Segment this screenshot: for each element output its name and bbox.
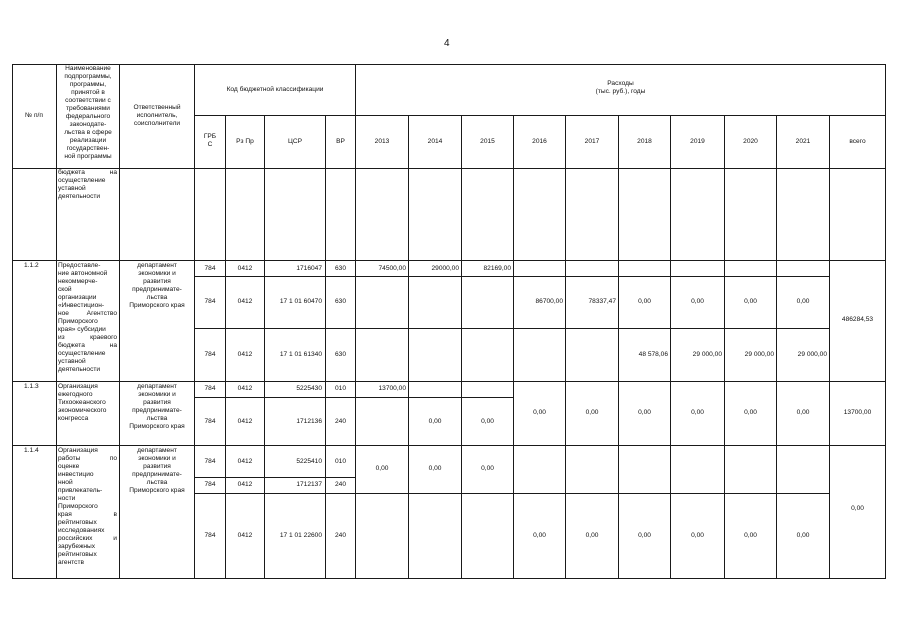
- cell-2020: 0,00: [744, 409, 757, 416]
- cell-csr: 1712136: [296, 418, 322, 425]
- header-num: № п/п: [25, 112, 43, 119]
- cell-2016: 0,00: [533, 532, 546, 539]
- cell-2015: 0,00: [481, 418, 494, 425]
- cell-grbs: 784: [204, 265, 216, 272]
- header-year-2021: 2021: [795, 138, 811, 145]
- cell-grbs: 784: [204, 532, 216, 539]
- cell-csr: 17 1 01 61340: [279, 351, 322, 358]
- header-year-2013: 2013: [374, 138, 390, 145]
- row-1-1-3-total: 13700,00: [843, 409, 872, 416]
- cell-2021: 0,00: [796, 298, 810, 305]
- cell-vr: 240: [334, 481, 346, 488]
- row-1-1-4-num: 1.1.4: [24, 447, 39, 454]
- cell-rzpr: 0412: [237, 265, 253, 272]
- cell-csr: 17 1 01 22600: [279, 532, 322, 539]
- cell-vr: 010: [334, 385, 346, 392]
- cell-vr: 630: [334, 298, 346, 305]
- cell-csr: 5225410: [296, 458, 322, 465]
- row-1-1-4-total: 0,00: [851, 505, 864, 512]
- cell-2020: 29 000,00: [744, 351, 774, 358]
- header-kbk: Код бюджетной классификации: [226, 86, 324, 93]
- row-1-1-2-name: Предоставле- ние автономной некоммерче- ской организации «Инвестицион- ное Агентство Приморского края» субсидии из краевого бюджета на осуществление уставной деятельности: [58, 262, 117, 373]
- cell-2017: 0,00: [585, 409, 599, 416]
- cell-2019: 0,00: [691, 409, 704, 416]
- header-year-2019: 2019: [690, 138, 705, 145]
- header-year-2017: 2017: [584, 138, 600, 145]
- header-year-2015: 2015: [480, 138, 495, 145]
- cell-2013: 74500,00: [378, 265, 406, 272]
- cell-2020: 0,00: [744, 298, 757, 305]
- cell-2017: 78337,47: [588, 298, 616, 305]
- cell-csr: 1716047: [296, 265, 322, 272]
- cell-2019: 29 000,00: [692, 351, 722, 358]
- cell-grbs: 784: [204, 385, 216, 392]
- cell-2021: 0,00: [796, 532, 810, 539]
- cell-rzpr: 0412: [237, 481, 253, 488]
- header-year-2016: 2016: [532, 138, 547, 145]
- cell-2021: 29 000,00: [797, 351, 827, 358]
- row-1-1-4-name: Организация работы по оценке инвестицио нной привлекатель- ности Приморского края в рейтинговых исследованиях российских и зарубежных рейтинговых агентств: [58, 447, 117, 566]
- cell-vr: 010: [334, 458, 346, 465]
- cell-2015: 82169,00: [483, 265, 511, 272]
- cell-2018: 48 578,06: [638, 351, 668, 358]
- row-1-1-2-num: 1.1.2: [24, 262, 39, 269]
- header-csr: ЦСР: [287, 138, 303, 145]
- row-1-1-3-responsible: департамент экономики и развития предпринимате- льства Приморского края: [129, 383, 185, 430]
- cell-rzpr: 0412: [237, 532, 253, 539]
- cell-2014: 0,00: [428, 418, 442, 425]
- cell-csr: 17 1 01 60470: [279, 298, 322, 305]
- cell-csr: 5225430: [296, 385, 322, 392]
- header-name: Наименование подпрограммы, программы, принятой в соответствии с требованиями федерального законодате- льства в сфере реализации государствен- ной программы: [64, 65, 112, 160]
- header-year-2014: 2014: [427, 138, 443, 145]
- cell-2017: 0,00: [585, 532, 599, 539]
- row-1-1-3-name: Организация ежегодного Тихоокеанского экономического конгресса: [58, 383, 107, 422]
- row-1-1-2-responsible: департамент экономики и развития предпринимате- льства Приморского края: [129, 262, 185, 309]
- cell-csr: 1712137: [296, 481, 322, 488]
- page-number: 4: [444, 38, 450, 49]
- cell-rzpr: 0412: [237, 298, 253, 305]
- header-year-2018: 2018: [637, 138, 652, 145]
- cell-2018: 0,00: [638, 298, 651, 305]
- cell-2018: 0,00: [638, 409, 651, 416]
- cont-row-name: бюджета на осуществление уставной деятельности: [58, 169, 117, 200]
- header-grbs: ГРБ С: [203, 133, 217, 148]
- row-1-1-4-responsible: департамент экономики и развития предпринимате- льства Приморского края: [129, 447, 185, 494]
- row-1-1-3-num: 1.1.3: [24, 383, 39, 390]
- cell-grbs: 784: [204, 351, 216, 358]
- cell-2016: 0,00: [533, 409, 546, 416]
- cell-2021: 0,00: [796, 409, 810, 416]
- cell-vr: 630: [334, 265, 346, 272]
- cell-vr: 240: [334, 418, 346, 425]
- cell-2013: 0,00: [375, 465, 389, 472]
- cell-rzpr: 0412: [237, 351, 253, 358]
- cell-grbs: 784: [204, 481, 216, 488]
- cell-grbs: 784: [204, 458, 216, 465]
- cell-2013: 13700,00: [378, 385, 406, 392]
- cell-2014: 0,00: [428, 465, 442, 472]
- cell-vr: 240: [334, 532, 346, 539]
- row-1-1-2-total: 486284,53: [841, 316, 874, 323]
- cell-grbs: 784: [204, 418, 216, 425]
- cell-vr: 630: [334, 351, 346, 358]
- cell-rzpr: 0412: [237, 385, 253, 392]
- header-expenses: Расходы (тыс. руб.), годы: [595, 80, 646, 95]
- cell-2015: 0,00: [481, 465, 494, 472]
- cell-2014: 29000,00: [431, 265, 459, 272]
- cell-2019: 0,00: [691, 298, 704, 305]
- header-year-2020: 2020: [743, 138, 758, 145]
- cell-rzpr: 0412: [237, 418, 253, 425]
- cell-rzpr: 0412: [237, 458, 253, 465]
- cell-2019: 0,00: [691, 532, 704, 539]
- cell-2018: 0,00: [638, 532, 651, 539]
- cell-2016: 86700,00: [535, 298, 563, 305]
- cell-2020: 0,00: [744, 532, 757, 539]
- header-total: всего: [849, 138, 866, 145]
- header-vr: ВР: [336, 138, 345, 145]
- header-rzpr: Рз Пр: [236, 138, 254, 145]
- header-responsible: Ответственный исполнитель, соисполнители: [133, 104, 181, 127]
- cell-grbs: 784: [204, 298, 216, 305]
